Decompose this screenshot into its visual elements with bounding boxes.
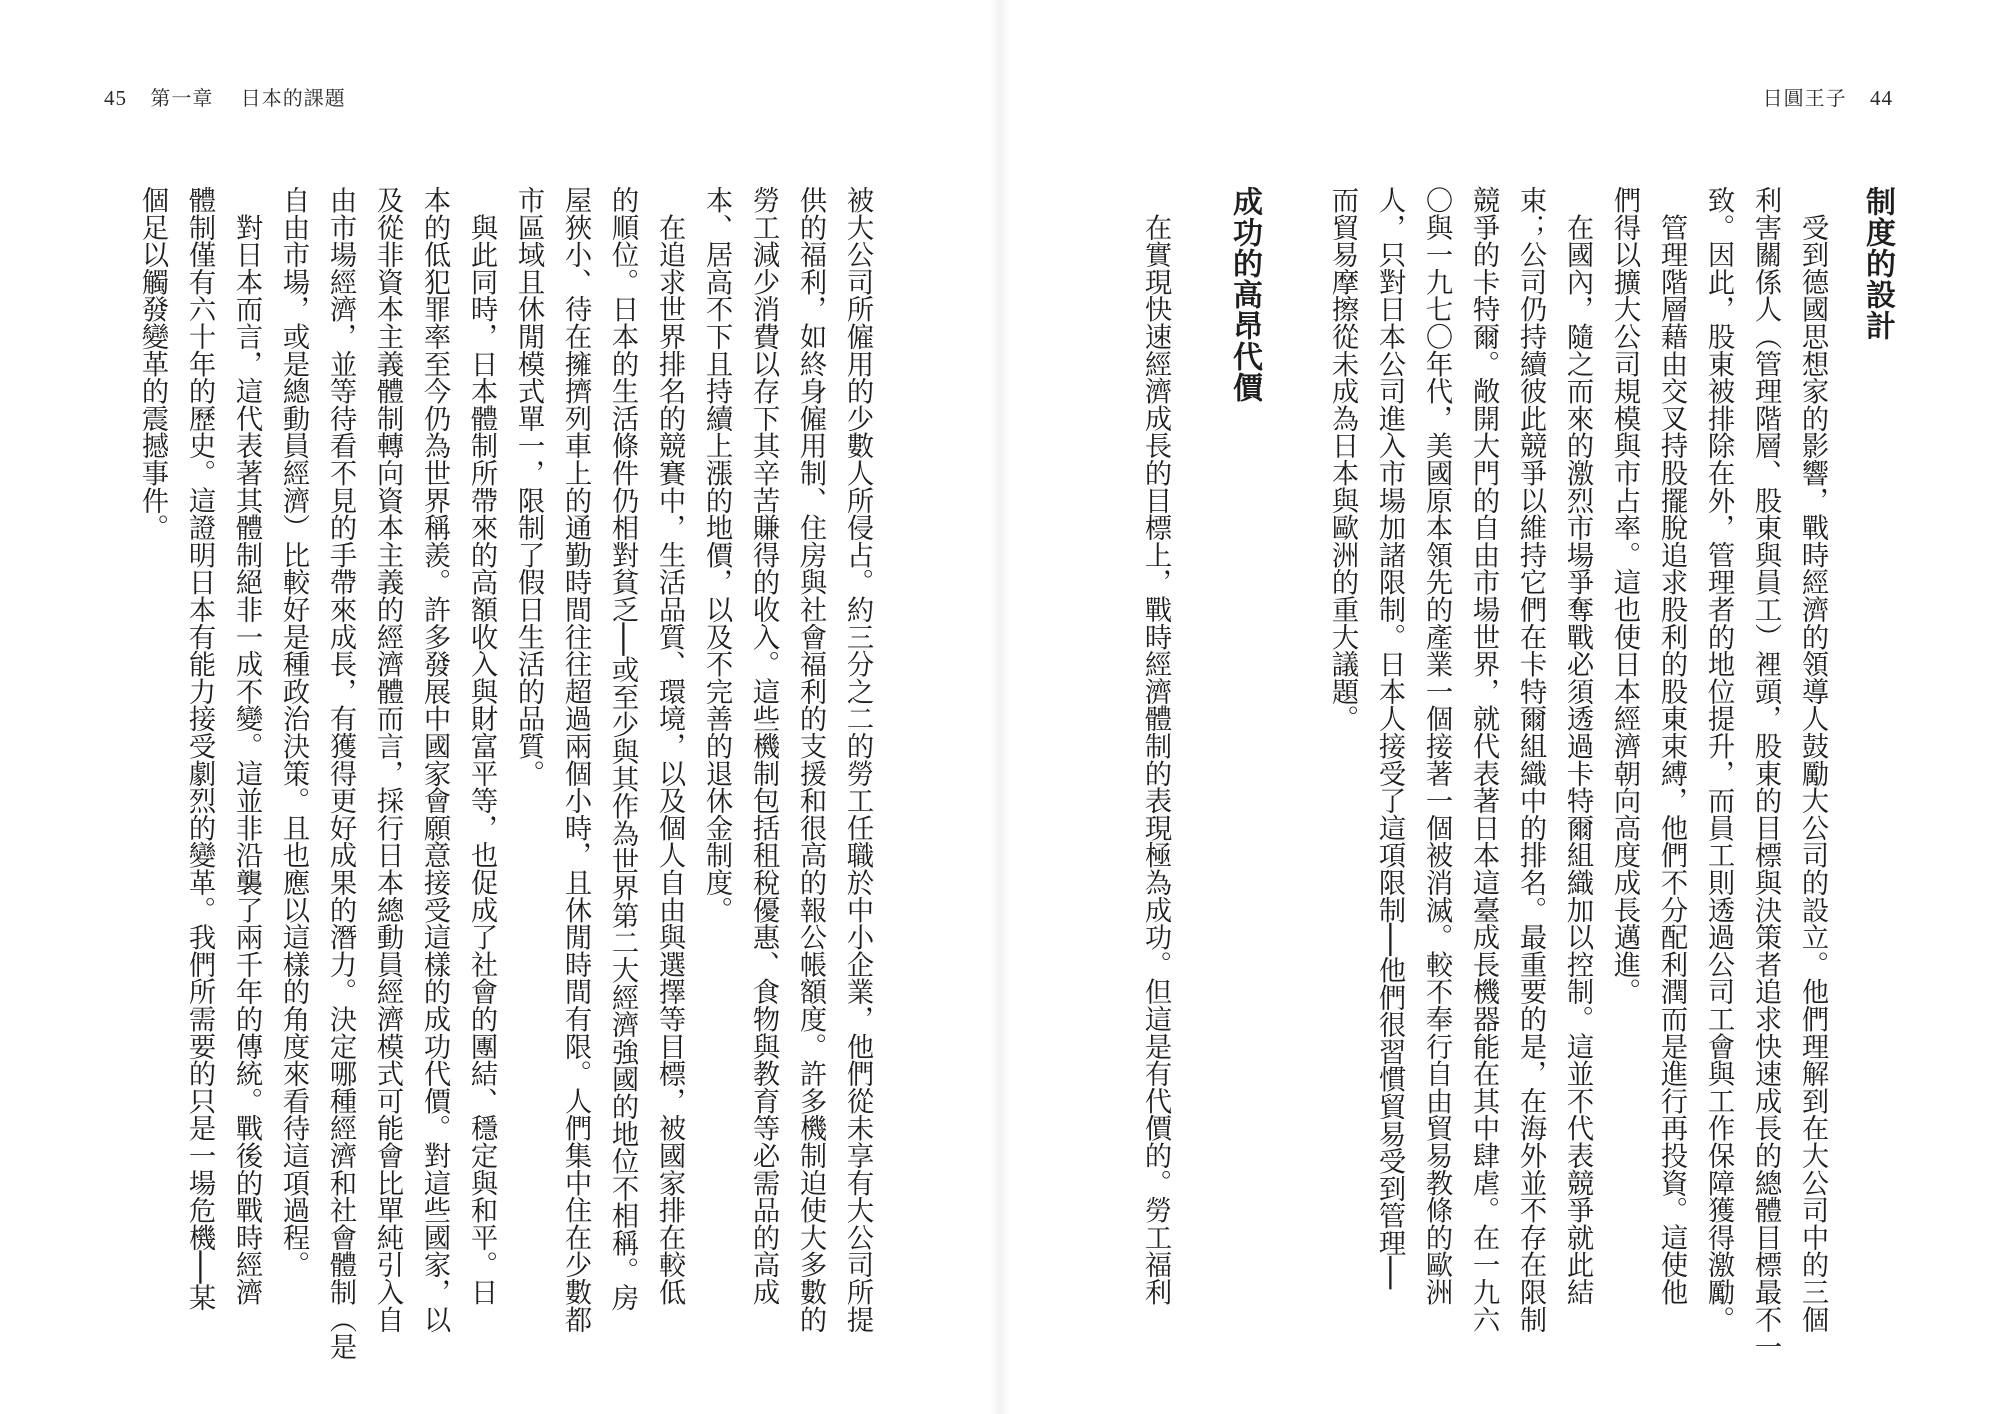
text-column: 而貿易摩擦從未成為日本與歐洲的重大議題。 [1327, 186, 1358, 732]
chapter-title: 日本的課題 [240, 86, 346, 110]
text-column: 在追求世界排名的競賽中，生活品質、環境，以及個人自由與選擇等目標，被國家排在較低 [654, 186, 685, 1306]
text-column: 及從非資本主義體制轉向資本主義的經濟體而言，採行日本總動員經濟模式可能會比單純引入自 [372, 186, 403, 1333]
page-gutter [990, 0, 1010, 1414]
page-number-right: 44 [1870, 86, 1893, 110]
text-column: 在實現快速經濟成長的目標上，戰時經濟體制的表現極為成功。但這是有代價的。勞工福利 [1140, 186, 1171, 1306]
text-column: 供的福利，如終身僱用制、住房與社會福利的支援和很高的報公帳額度。許多機制迫使大多數的 [795, 186, 826, 1333]
text-column: 致。因此，股東被排除在外，管理者的地位提升，而員工則透過公司工會與工作保障獲得激勵。 [1703, 186, 1734, 1333]
page-number-left: 45 [104, 86, 127, 110]
text-column: 屋狹小、待在擁擠列車上的通勤時間往往超過兩個小時，且休閒時間有限。人們集中住在少數都 [560, 186, 591, 1333]
text-column: 勞工減少消費以存下其辛苦賺得的收入。這些機制包括租稅優惠、食物與教育等必需品的高成 [748, 186, 779, 1306]
text-column: 個足以觸發變革的震撼事件。 [137, 186, 168, 541]
text-column: 本的低犯罪率至今仍為世界稱羨。許多發展中國家會願意接受這樣的成功代價。對這些國家，以 [419, 186, 450, 1333]
chapter-label: 第一章 [150, 86, 214, 110]
text-column: 由市場經濟，並等待看不見的手帶來成長，有獲得更好成果的潛力。決定哪種經濟和社會體制（是 [325, 186, 356, 1360]
text-column: 與此同時，日本體制所帶來的高額收入與財富平等，也促成了社會的團結、穩定與和平。日 [466, 186, 497, 1306]
text-column: 受到德國思想家的影響，戰時經濟的領導人鼓勵大公司的設立。他們理解到在大公司中的三個 [1797, 186, 1828, 1333]
text-column: 在國內，隨之而來的激烈市場爭奪戰必須透過卡特爾組織加以控制。這並不代表競爭就此結 [1562, 186, 1593, 1306]
text-column: 利害關係人（管理階層、股東與員工）裡頭，股東的目標與決策者追求快速成長的總體目標最不一 [1750, 186, 1781, 1360]
text-column: 競爭的卡特爾。敞開大門的自由市場世界，就代表著日本這臺成長機器能在其中肆虐。在一九六 [1468, 186, 1499, 1333]
text-column: 管理階層藉由交叉持股擺脫追求股利的股東束縛，他們不分配利潤而是進行再投資。這使他 [1656, 186, 1687, 1306]
text-column: 束；公司仍持續彼此競爭以維持它們在卡特爾組織中的排名。最重要的是，在海外並不存在限制 [1515, 186, 1546, 1333]
text-column: 自由市場，或是總動員經濟）比較好是種政治決策。且也應以這樣的角度來看待這項過程。 [278, 186, 309, 1278]
text-column: 們得以擴大公司規模與市占率。這也使日本經濟朝向高度成長邁進。 [1609, 186, 1640, 1005]
text-column: 對日本而言，這代表著其體制絕非一成不變。這並非沿襲了兩千年的傳統。戰後的戰時經濟 [231, 186, 262, 1306]
book-title: 日圓王子 [1762, 86, 1847, 110]
text-column: 的順位。日本的生活條件仍相對貧乏──或至少與其作為世界第二大經濟強國的地位不相稱。房 [607, 186, 638, 1311]
text-column: 體制僅有六十年的歷史。這證明日本有能力接受劇烈的變革。我們所需要的只是一場危機──某 [184, 186, 215, 1311]
text-column: 被大公司所僱用的少數人所侵占。約三分之二的勞工任職於中小企業，他們從未享有大公司所提 [842, 186, 873, 1333]
running-head-left [104, 82, 346, 111]
running-head-right [1763, 82, 1893, 111]
text-column: 市區域且休閒模式單一，限制了假日生活的品質。 [513, 186, 544, 787]
text-column: 人，只對日本公司進入市場加諸限制。日本人接受了這項限制──他們很習慣貿易受到管理── [1374, 186, 1405, 1290]
section-heading: 成功的高昂代價 [1227, 186, 1262, 403]
text-column: 〇與一九七〇年代，美國原本領先的產業一個接著一個被消滅。較不奉行自由貿易教條的歐洲 [1421, 186, 1452, 1306]
text-column: 本、居高不下且持續上漲的地價，以及不完善的退休金制度。 [701, 186, 732, 924]
section-heading: 制度的設計 [1860, 186, 1895, 341]
